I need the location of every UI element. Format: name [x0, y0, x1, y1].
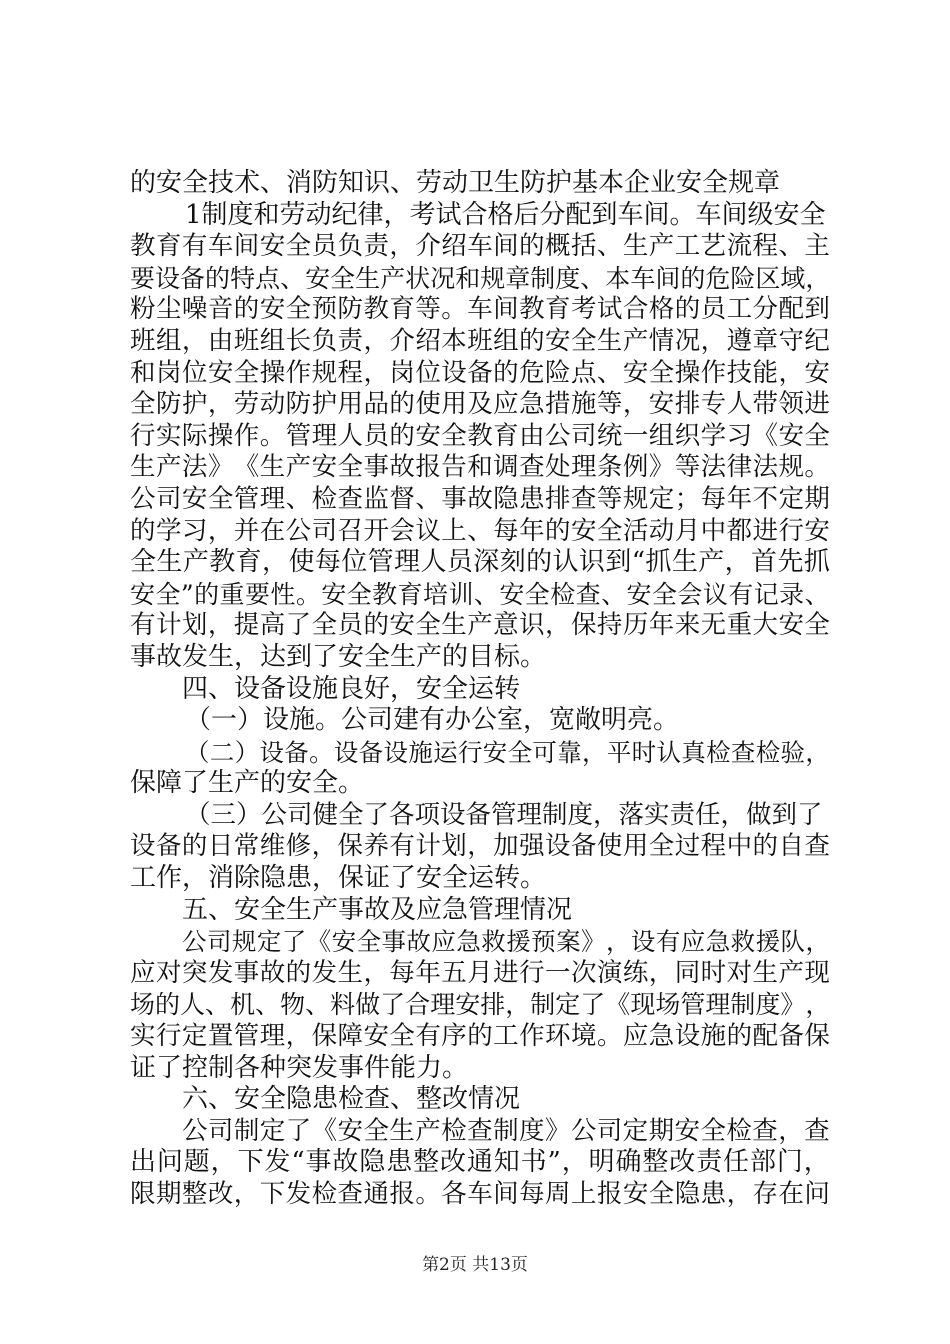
text-line: 应 对 突 发 事 故 的 发 生 ， 每 年 五 月 进 行 一 次 演 练 ， 同 时 对 生 产 现: [130, 957, 830, 988]
text-line: 公 司 安 全 管 理 、 检 查 监 督 、 事 故 隐 患 排 查 等 规 定 ； 每 年 不 定 期: [130, 483, 830, 514]
text-line: 安 全 ” 的 重 要 性 。 安 全 教 育 培 训 、 安 全 检 查 、 安 全 会 议 有 记 录 、: [130, 579, 830, 609]
text-line: 生 产 法 》 《 生 产 安 全 事 故 报 告 和 调 查 处 理 条 例 》 等 法 律 法 规 。: [130, 452, 830, 483]
text-line: （ 二 ） 设 备 。 设 备 设 施 运 行 安 全 可 靠 ， 平 时 认 真 检 查 检 验 ，: [185, 737, 830, 767]
text-line: 1制度和劳动纪律，考试合格后分配到车间。车间级安全: [185, 199, 826, 230]
text-line: 场 的 人 、 机 、 物 、 料 做 了 合 理 安 排 ， 制 定 了 《 现 场 管 理 制 度 》 ，: [130, 990, 830, 1020]
text-line: 限 期 整 改 ， 下 发 检 查 通 报 。 各 车 间 每 周 上 报 安 全 隐 患 ， 存 在 问: [130, 1179, 830, 1209]
text-line: 粉 尘 噪 音 的 安 全 预 防 教 育 等 。 车 间 教 育 考 试 合 格 的 员 工 分 配 到: [130, 294, 830, 325]
text-line: 事故发生，达到了安全生产的目标。: [130, 641, 547, 672]
text-line: 公 司 制 定 了 《 安 全 生 产 检 查 制 度 》 公 司 定 期 安 全 检 查 ， 查: [182, 1115, 830, 1146]
text-line: 全 防 护 ， 劳 动 防 护 用 品 的 使 用 及 应 急 措 施 等 ， 安 排 专 人 带 领 进: [130, 389, 830, 420]
text-line: 教 育 有 车 间 安 全 员 负 责 ， 介 绍 车 间 的 概 括 、 生 产 工 艺 流 程 、 主: [130, 231, 830, 262]
text-line: （一）设施。公司建有办公室，宽敞明亮。: [185, 705, 680, 736]
text-line: 的 学 习 ， 并 在 公 司 召 开 会 议 上 、 每 年 的 安 全 活 动 月 中 都 进 行 安: [130, 515, 830, 546]
section-heading: 四、设备设施良好，安全运转: [182, 673, 521, 704]
body-text: [130, 168, 830, 1211]
section-heading: 五、安全生产事故及应急管理情况: [182, 894, 573, 925]
text-line: 班 组 ， 由 班 组 长 负 责 ， 介 绍 本 班 组 的 安 全 生 产 情 况 ， 遵 章 守 纪: [130, 325, 830, 356]
text-line: 保障了生产的安全。: [130, 768, 365, 799]
text-line: 有 计 划 ， 提 高 了 全 员 的 安 全 生 产 意 识 ， 保 持 历 年 来 无 重 大 安 全: [130, 610, 830, 641]
text-line: 全 生 产 教 育 ， 使 每 位 管 理 人 员 深 刻 的 认 识 到 “ 抓 生 产 ， 首 先 抓: [130, 547, 830, 578]
text-line: 要 设 备 的 特 点 、 安 全 生 产 状 况 和 规 章 制 度 、 本 车 间 的 危 险 区 域 ，: [130, 263, 830, 293]
text-line: （三）公司健全了各项设备管理制度，落实责任，做到了: [185, 799, 823, 830]
text-line: 设 备 的 日 常 维 修 ， 保 养 有 计 划 ， 加 强 设 备 使 用 全 过 程 中 的 自 查: [130, 831, 830, 862]
page-number-footer: 第2页 共13页: [422, 1255, 528, 1275]
text-line: 出 问 题 ， 下 发 “ 事 故 隐 患 整 改 通 知 书 ” ， 明 确 整 改 责 任 部 门 ，: [130, 1147, 830, 1178]
text-line: 证了控制各种突发事件能力。: [130, 1052, 469, 1083]
section-heading: 六、安全隐患检查、整改情况: [182, 1084, 521, 1115]
text-line: 公 司 规 定 了 《 安 全 事 故 应 急 救 援 预 案 》 ， 设 有 应 急 救 援 队 ，: [182, 927, 830, 957]
text-line: 行 实 际 操 作 。 管 理 人 员 的 安 全 教 育 由 公 司 统 一 组 织 学 习 《 安 全: [130, 420, 830, 451]
text-line: 和 岗 位 安 全 操 作 规 程 ， 岗 位 设 备 的 危 险 点 、 安 全 操 作 技 能 ， 安: [130, 357, 830, 388]
text-line: 的安全技术、消防知识、劳动卫生防护基本企业安全规章: [130, 168, 781, 198]
text-line: 工作，消除隐患，保证了安全运转。: [130, 863, 547, 894]
text-line: 实 行 定 置 管 理 ， 保 障 安 全 有 序 的 工 作 环 境 。 应 急 设 施 的 配 备 保: [130, 1021, 830, 1052]
